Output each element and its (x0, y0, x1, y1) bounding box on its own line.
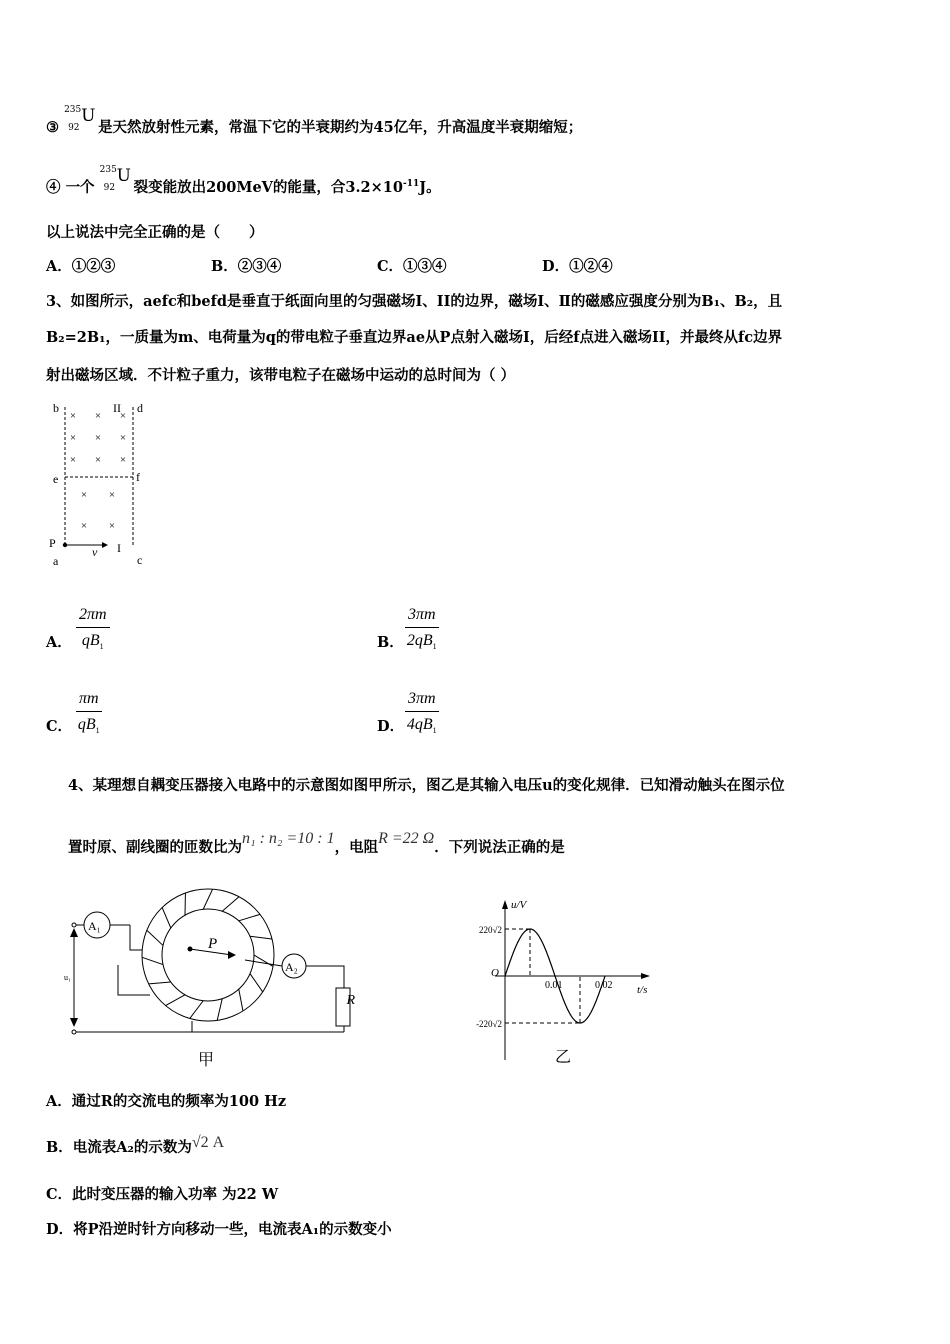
label-region-1: I (117, 541, 121, 555)
field-cross: × (94, 454, 102, 466)
statement-text: 是天然放射性元素，常温下它的半衰期约为45亿年，升高温度半衰期缩短； (98, 119, 583, 136)
coil-winding (254, 955, 273, 966)
origin-label: O (491, 967, 499, 979)
uranium-isotope: 235 92 U (99, 165, 131, 193)
coil-winding (162, 908, 171, 928)
label-f: f (136, 470, 140, 484)
uranium-isotope: 235 92 U (64, 105, 96, 133)
tick-label-t1: 0.01 (545, 980, 563, 991)
voltage-arrow-up (70, 928, 78, 937)
caption-jia: 甲 (198, 1052, 215, 1069)
label-c: c (137, 553, 143, 567)
q2-option-d: D．①②④ (542, 258, 613, 275)
q3-option-b-fraction: $\frac{3\pi m}{2qB_1}$ (406, 606, 437, 652)
statement-text: 裂变能放出200MeV的能量，合3.2×10 (133, 179, 403, 196)
coil-winding (147, 930, 163, 945)
statement-4: ④ 一个 235 92 U 裂变能放出200MeV的能量，合$3.2\times 10^{-11}J$。 (46, 165, 441, 196)
tick-label-ymax: 220√2 (479, 925, 502, 935)
q3-option-c-fraction: $\frac{\pi m}{qB_1}$ (77, 690, 100, 736)
label-p: P (49, 536, 56, 550)
field-cross: × (108, 520, 116, 532)
label-u1: u₁ (64, 973, 71, 982)
q4-stem-line2: 置时原、副线圈的匝数比为n₁ : n₂ =10 : 1，电阻R =22 Ω．下列说法正确的是 (68, 830, 565, 856)
resistance-value: R =22 Ω (378, 830, 435, 847)
slider-arrowhead (228, 951, 236, 959)
y-axis-arrow (502, 900, 508, 909)
point-p (63, 543, 67, 547)
label-r: R (346, 993, 355, 1008)
q3-option-c-label: C． (46, 718, 73, 735)
slider-pivot (188, 947, 193, 952)
label-b: b (53, 401, 59, 415)
q3-option-a-label: A． (46, 634, 72, 651)
q3-stem-line3: 射出磁场区域．不计粒子重力，该带电粒子在磁场中运动的总时间为（ ） (46, 367, 516, 384)
velocity-arrowhead (102, 542, 108, 548)
label-e: e (53, 472, 59, 486)
statement-marker: ④ (46, 179, 61, 196)
q2-option-b: B．②③④ (211, 258, 282, 275)
tick-label-t2: 0.02 (595, 980, 613, 991)
tick-label-ymin: -220√2 (476, 1019, 502, 1029)
field-cross: × (119, 432, 127, 444)
turns-ratio: n₁ : n₂ =10 : 1 (242, 830, 335, 847)
label-region-2: II (113, 401, 121, 415)
coil-winding (217, 999, 222, 1021)
label-a: a (53, 554, 59, 568)
field-cross: × (94, 432, 102, 444)
caption-yi: 乙 (555, 1049, 572, 1066)
label-v: v (92, 545, 98, 559)
coil-winding (250, 974, 263, 992)
q3-option-a-fraction: $\frac{2\pi m}{qB_1}$ (76, 606, 110, 651)
field-cross: × (119, 410, 127, 422)
q4-option-d: D．将P沿逆时针方向移动一些，电流表A₁的示数变小 (46, 1221, 392, 1238)
field-cross: × (80, 489, 88, 501)
voltage-arrow-down (70, 1018, 78, 1027)
coil-winding (222, 897, 239, 912)
label-a1: A₁ (88, 919, 101, 933)
magnetic-field-figure (40, 395, 170, 575)
field-cross: × (80, 520, 88, 532)
q2-stem: 以上说法中完全正确的是（ ） (46, 224, 264, 241)
field-cross: × (69, 410, 77, 422)
q3-stem-line2: B₂=2B₁，一质量为m、电荷量为q的带电粒子垂直边界ae从P点射入磁场I，后经f点进入磁场II，并最终从fc边界 (46, 329, 783, 346)
label-d: d (137, 401, 143, 415)
q4-stem-line1: 4、某理想自耦变压器接入电路中的示意图如图甲所示，图乙是其输入电压u的变化规律．已知滑动触头在图示位 (68, 777, 785, 794)
field-cross: × (119, 454, 127, 466)
label-p: P (208, 936, 218, 952)
transformer-circuit-figure (60, 880, 360, 1080)
coil-winding (149, 982, 171, 984)
q3-option-d-fraction: $\frac{3\pi m}{4qB_1}$ (406, 690, 437, 736)
coil-winding (190, 1001, 203, 1019)
toroid-inner (162, 909, 254, 1001)
input-terminal-top (72, 923, 76, 927)
coil-winding (239, 989, 243, 1011)
x-axis-arrow (641, 973, 650, 979)
q4-option-b: B．电流表A₂的示数为√2 A (46, 1134, 225, 1156)
field-cross: × (69, 454, 77, 466)
current-value: √2 A (191, 1134, 225, 1151)
coil-winding (250, 936, 272, 939)
coil-winding (142, 957, 163, 964)
statement-marker: ③ (46, 119, 59, 136)
q2-option-a: A．①②③ (46, 258, 116, 275)
coil-winding (203, 889, 212, 909)
input-terminal-bottom (72, 1030, 76, 1034)
q4-option-a: A．通过R的交流电的频率为100 Hz (46, 1093, 287, 1110)
field-cross: × (94, 410, 102, 422)
field-cross: × (69, 432, 77, 444)
q3-option-d-label: D． (377, 718, 405, 735)
x-axis-label: t/s (637, 984, 648, 996)
q3-stem-line1: 3、如图所示，aefc和befd是垂直于纸面向里的匀强磁场I、II的边界，磁场I、Ⅱ的磁感应强度分别为B₁、B₂，且 (46, 293, 783, 310)
q3-option-b-label: B． (377, 634, 404, 651)
statement-3 (46, 105, 583, 137)
field-cross: × (108, 489, 116, 501)
y-axis-label: u/V (511, 899, 527, 911)
label-a2: A₂ (285, 960, 298, 974)
q2-option-c: C．①③④ (377, 258, 447, 275)
q4-option-c: C．此时变压器的输入功率 为22 W (46, 1186, 279, 1203)
coil-winding (166, 995, 185, 1006)
coil-winding (239, 914, 260, 920)
voltage-sine-chart (455, 892, 675, 1072)
